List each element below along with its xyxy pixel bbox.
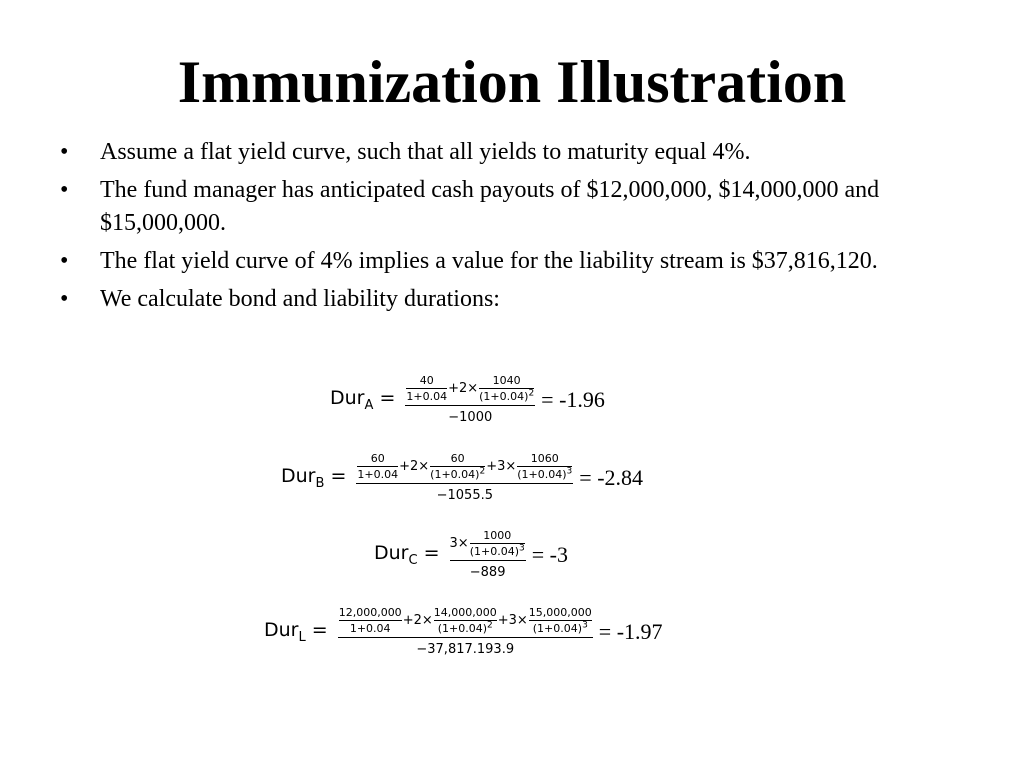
bullet-dot: • — [60, 139, 69, 165]
bullet-item — [60, 136, 940, 169]
bullet-item — [60, 245, 940, 278]
fraction-bar — [450, 560, 526, 561]
equation-dur-b — [281, 452, 643, 503]
numerator: 12,000,000 1+0.04 +2× 14,000,000 $(1+0.04)^2$ +3× 15,000,000 $(1+0.04)^3$ — [338, 606, 592, 635]
denominator: −37,817.193.9 — [416, 642, 515, 657]
denominator: −889 — [469, 565, 506, 580]
numerator: 60 1+0.04 +2× 60 $(1+0.04)^2$ +3× 1060 $(1+0.04)^3$ — [357, 452, 573, 481]
equation-lhs: Dur$_L$ = — [264, 618, 328, 645]
bullet-dot: • — [60, 286, 69, 312]
bullet-text: The flat yield curve of 4% implies a value for the liability stream is $37,816,120. — [100, 248, 878, 274]
fraction-bar — [338, 637, 593, 638]
equation-lhs: Dur$_A$ = — [330, 386, 396, 413]
denominator: −1055.5 — [436, 488, 494, 503]
bullet-text: Assume a flat yield curve, such that all yields to maturity equal 4%. — [100, 139, 751, 165]
equation-lhs: Dur$_C$ = — [374, 541, 440, 568]
bullet-dot: • — [60, 177, 69, 203]
fraction — [405, 374, 535, 425]
fraction-bar — [405, 405, 535, 406]
slide-title: Immunization Illustration — [177, 49, 847, 115]
bullet-dot: • — [60, 248, 69, 274]
fraction — [450, 529, 526, 580]
equation-dur-l — [264, 606, 663, 657]
bullet-item — [60, 283, 940, 316]
fraction — [356, 452, 573, 503]
fraction — [338, 606, 593, 657]
equation-result: = -2.84 — [579, 464, 644, 490]
equation-dur-c — [374, 529, 568, 580]
numerator: 3× 1000 $(1+0.04)^3$ — [449, 529, 525, 558]
equation-lhs: Dur$_B$ = — [281, 464, 347, 491]
equation-result: = -3 — [531, 541, 568, 567]
equation-dur-a — [330, 374, 605, 425]
bullet-text: We calculate bond and liability durations: — [100, 286, 500, 312]
bullet-list — [60, 136, 940, 321]
bullet-item — [60, 174, 940, 240]
bullet-text: The fund manager has anticipated cash payouts of $12,000,000, $14,000,000 and $15,000,000. — [100, 177, 880, 236]
equation-result: = -1.96 — [541, 386, 605, 412]
numerator: 40 1+0.04 +2× 1040 $(1+0.04)^2$ — [406, 374, 535, 403]
fraction-bar — [356, 483, 573, 484]
denominator: −1000 — [448, 410, 493, 425]
equation-result: = -1.97 — [598, 618, 663, 644]
